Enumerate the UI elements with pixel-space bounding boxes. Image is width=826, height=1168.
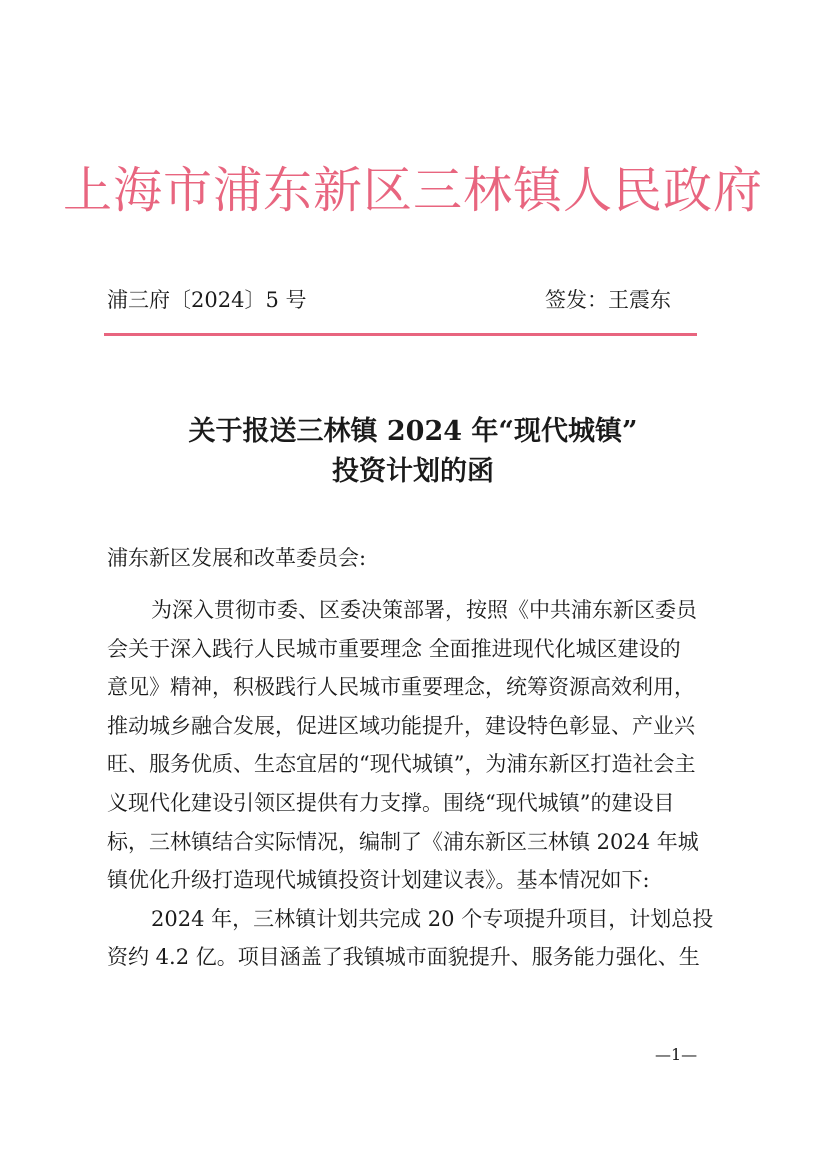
document-number: 浦三府〔2024〕5 号: [107, 288, 307, 312]
body-line: 意见》精神，积极践行人民城市重要理念，统筹资源高效利用，: [107, 675, 695, 700]
page-number: —1—: [655, 1045, 698, 1064]
body-line: 旺、服务优质、生态宜居的“现代城镇”，为浦东新区打造社会主: [107, 752, 696, 777]
body-line: 标，三林镇结合实际情况，编制了《浦东新区三林镇 2024 年城: [107, 829, 699, 854]
issuer-heading: 上海市浦东新区三林镇人民政府: [62, 162, 763, 219]
body-line: 会关于深入践行人民城市重要理念 全面推进现代化城区建设的: [107, 636, 681, 661]
body-line: 为深入贯彻市委、区委决策部署，按照《中共浦东新区委员: [151, 598, 697, 622]
red-separator-line: [104, 333, 697, 336]
document-title-line-2: 投资计划的函: [332, 456, 494, 487]
recipient-salutation: 浦东新区发展和改革委员会:: [107, 546, 367, 570]
body-line: 推动城乡融合发展，促进区域功能提升，建设特色彰显、产业兴: [107, 713, 695, 738]
body-line: 2024 年，三林镇计划共完成 20 个专项提升项目，计划总投: [151, 906, 714, 931]
document-title: [0, 412, 826, 492]
body-text: [107, 591, 727, 977]
signer: 签发：王震东: [545, 288, 671, 312]
body-line: 镇优化升级打造现代城镇投资计划建议表》。基本情况如下:: [107, 868, 650, 893]
body-line: 义现代化建设引领区提供有力支撑。围绕“现代城镇”的建设目: [107, 790, 675, 815]
body-line: 资约 4.2 亿。项目涵盖了我镇城市面貌提升、服务能力强化、生: [107, 945, 700, 970]
document-title-line-1: 关于报送三林镇 2024 年“现代城镇”: [188, 416, 638, 447]
